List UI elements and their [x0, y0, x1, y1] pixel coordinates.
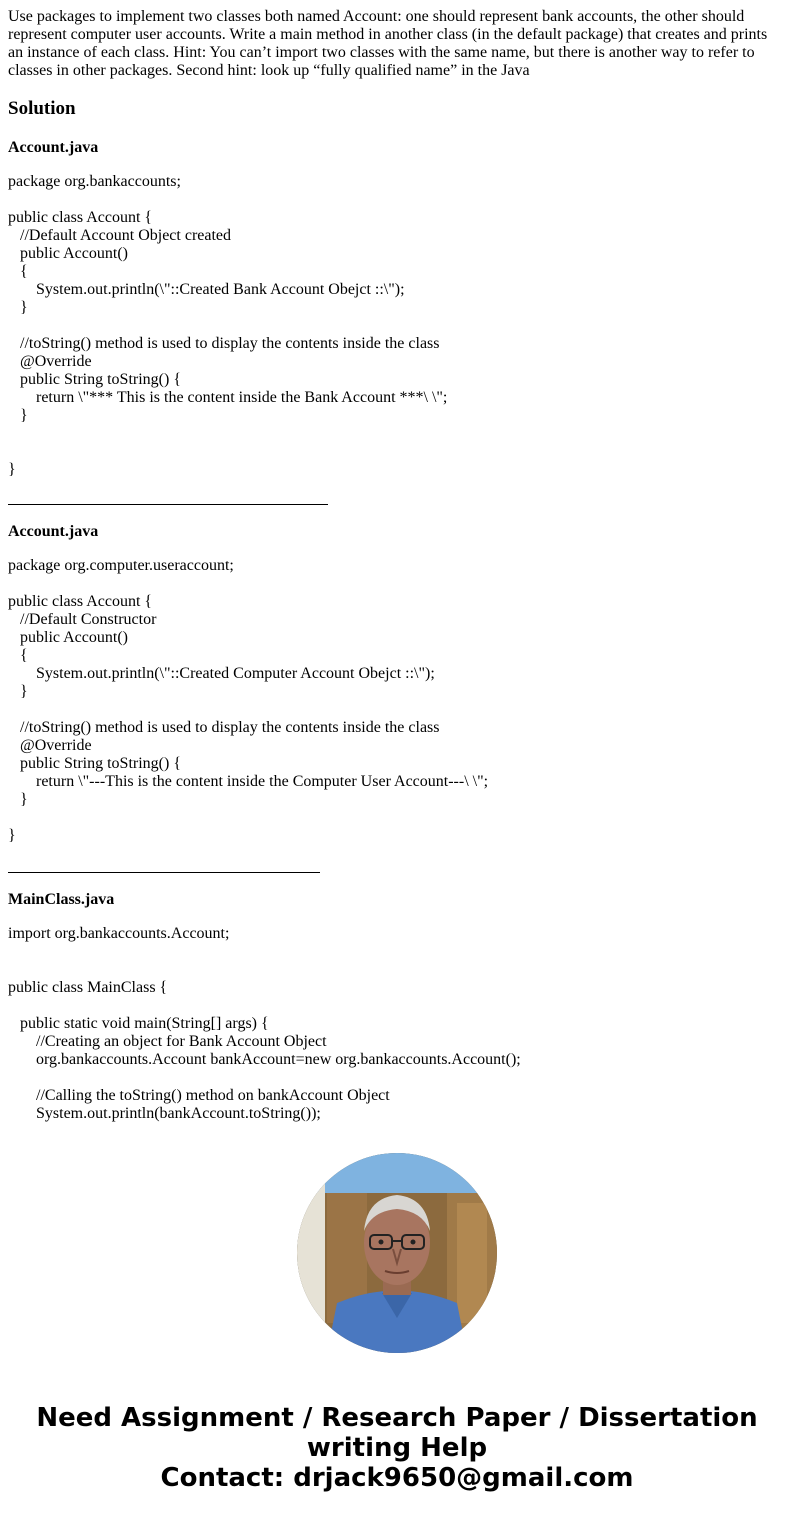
solution-heading: Solution: [8, 98, 76, 119]
promo-line-2: writing Help: [306, 1433, 488, 1463]
code-user-account: package org.computer.useraccount; public class Account { //Default Constructor public Account() { System.out.println(\"::Created Computer Account Obejct ::\"); } //toString() method is used to display the contents inside the class @Override public String toString() { return \"---This is the content inside the Computer User Account---\ \"; } }: [8, 557, 489, 844]
question-text: Use packages to implement two classes both named Account: one should represent bank accounts, the other should represent computer user accounts. Write a main method in another class (in the default package) that creates and prints an instance of each class. Hint: You can’t import two classes with the same name, but there is another way to refer to classes in other packages. Second hint: look up “fully qualified name” in the Java: [8, 8, 768, 79]
file-label-user-account: Account.java: [8, 523, 99, 540]
file-label-bank-account: Account.java: [8, 139, 99, 156]
promo-banner: [0, 1403, 794, 1493]
file-label-main-class: MainClass.java: [8, 891, 115, 908]
promo-contact: Contact: drjack9650@gmail.com: [160, 1463, 634, 1493]
divider-2: [8, 872, 320, 873]
code-bank-account: package org.bankaccounts; public class Account { //Default Account Object created public Account() { System.out.println(\"::Created Bank Account Obejct ::\"); } //toString() method is used to display the contents inside the class @Override public String toString() { return \"*** This is the content inside the Bank Account ***\ \"; } }: [8, 173, 448, 478]
question-intro: [8, 8, 778, 80]
divider-1: [8, 504, 328, 505]
author-avatar: [297, 1153, 497, 1353]
promo-line-1: Need Assignment / Research Paper / Dissertation: [36, 1403, 758, 1433]
person-portrait-icon: [297, 1153, 497, 1353]
code-main-class: import org.bankaccounts.Account; public class MainClass { public static void main(String[] args) { //Creating an object for Bank Account Object org.bankaccounts.Account bankAccount=new org.bankaccounts.Account(); //Calling the toString() method on bankAccount Object System.out.println(bankAccount.toString());: [8, 925, 521, 1122]
